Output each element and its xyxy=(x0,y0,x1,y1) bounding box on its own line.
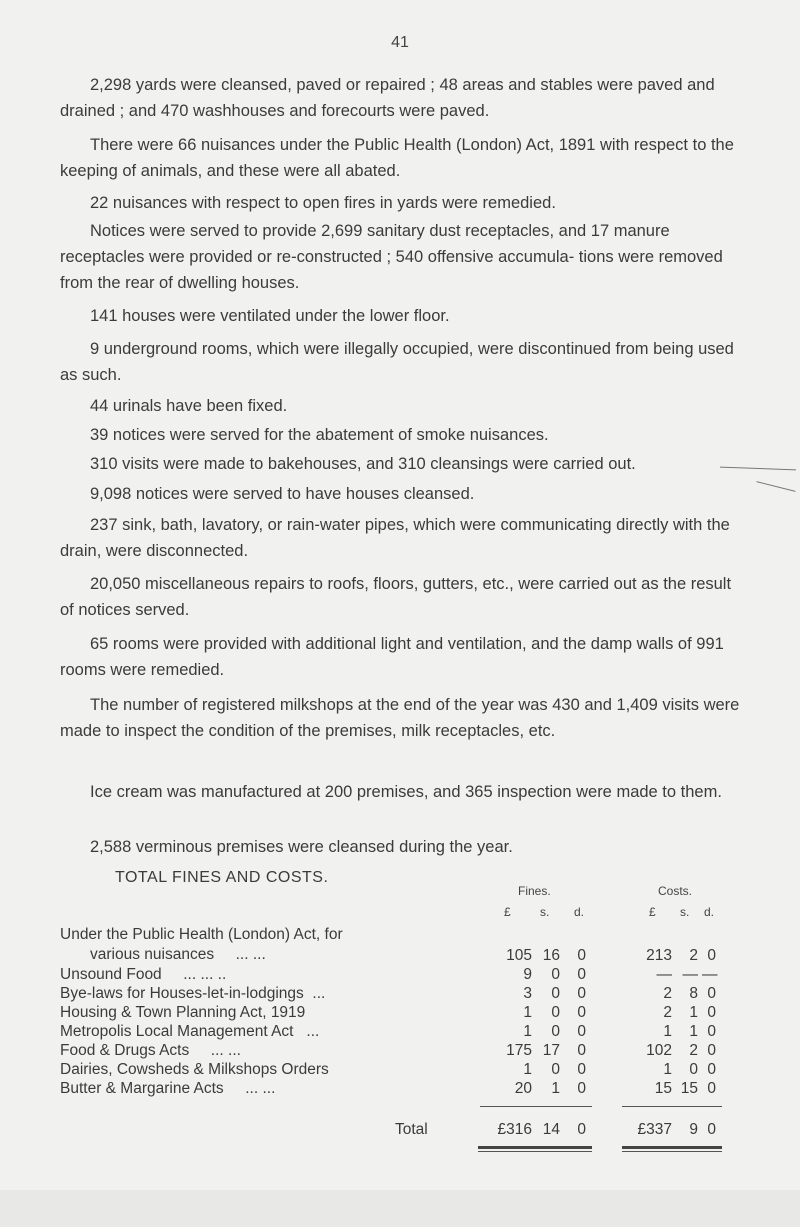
table-row-label: Housing & Town Planning Act, 1919 xyxy=(60,1004,306,1021)
costs-pence-cell: 0 xyxy=(707,1042,716,1059)
costs-pounds-cell: 102 xyxy=(646,1042,672,1059)
costs-pounds-cell: 213 xyxy=(646,947,672,964)
fines-pence-cell: 0 xyxy=(577,966,586,983)
costs-pounds-cell: 2 xyxy=(663,985,672,1002)
fines-pence-cell: 0 xyxy=(577,1061,586,1078)
fines-pence-cell: 0 xyxy=(577,985,586,1002)
table-row-label: Bye-laws for Houses-let-in-lodgings ... xyxy=(60,985,326,1002)
costs-pence-cell: 0 xyxy=(707,985,716,1002)
paragraph-houses-ventilated: 141 houses were ventilated under the lower floor. xyxy=(90,307,450,325)
paragraph-bakehouses: 310 visits were made to bakehouses, and 310 cleansings were carried out. xyxy=(90,455,636,473)
costs-shillings-cell: 8 xyxy=(689,985,698,1002)
paragraph-urinals: 44 urinals have been fixed. xyxy=(90,397,288,415)
paragraph-yards-cleansed: 2,298 yards were cleansed, paved or repaired ; 48 areas and stables were paved and drained ; and 470 washhouses and forecourts were paved. xyxy=(60,76,715,120)
costs-header: Costs. xyxy=(658,884,693,898)
costs-shillings-cell: 2 xyxy=(689,1042,698,1059)
costs-total-rule-second xyxy=(622,1151,722,1152)
paragraph-underground-rooms: 9 underground rooms, which were illegally occupied, were discontinued from being used as such. xyxy=(60,340,734,384)
paragraph-ice-cream: Ice cream was manufactured at 200 premises, and 365 inspection were made to them. xyxy=(90,783,722,801)
table-row-label: Food & Drugs Acts ... ... xyxy=(60,1042,241,1059)
fines-total-rule-second xyxy=(478,1151,592,1152)
table-row-label: Butter & Margarine Acts ... ... xyxy=(60,1080,276,1097)
fines-pence-cell: 0 xyxy=(577,1023,586,1040)
paragraph-pipes-disconnected: 237 sink, bath, lavatory, or rain-water pipes, which were communicating directly with the drain, were disconnected. xyxy=(60,516,730,560)
costs-shillings-cell: 2 xyxy=(689,947,698,964)
fines-shillings-cell: 0 xyxy=(551,1023,560,1040)
table-title: TOTAL FINES AND COSTS. xyxy=(115,869,329,886)
table-row-label: Unsound Food ... ... .. xyxy=(60,966,227,983)
fines-pounds-cell: 175 xyxy=(506,1042,532,1059)
costs-pounds-cell: — xyxy=(656,966,672,983)
costs-total-pence: 0 xyxy=(707,1121,716,1138)
fines-shillings-header: s. xyxy=(540,905,550,919)
fines-total-pounds: £316 xyxy=(497,1121,532,1138)
fines-pounds-cell: 1 xyxy=(523,1004,532,1021)
fines-subtotal-rule xyxy=(480,1106,592,1107)
costs-total-shillings: 9 xyxy=(689,1121,698,1138)
fines-shillings-cell: 17 xyxy=(542,1042,560,1059)
costs-pounds-cell: 2 xyxy=(663,1004,672,1021)
fines-pence-cell: 0 xyxy=(577,947,586,964)
costs-shillings-header: s. xyxy=(680,905,690,919)
fines-pounds-cell: 1 xyxy=(523,1023,532,1040)
costs-shillings-cell: — xyxy=(682,966,698,983)
fines-pounds-cell: 3 xyxy=(523,985,532,1002)
total-label: Total xyxy=(395,1121,428,1138)
fines-shillings-cell: 0 xyxy=(551,1004,560,1021)
costs-pence-cell: 0 xyxy=(707,1023,716,1040)
fines-shillings-cell: 0 xyxy=(551,985,560,1002)
costs-shillings-cell: 15 xyxy=(680,1080,698,1097)
costs-pence-cell: 0 xyxy=(707,1080,716,1097)
costs-pence-cell: 0 xyxy=(707,1061,716,1078)
costs-pounds-cell: 15 xyxy=(654,1080,672,1097)
paragraph-rooms-light: 65 rooms were provided with additional light and ventilation, and the damp walls of 991 rooms were remedied. xyxy=(60,635,724,679)
costs-pounds-header: £ xyxy=(649,905,656,919)
fines-total-rule xyxy=(478,1146,592,1149)
fines-pounds-cell: 9 xyxy=(523,966,532,983)
margin-pencil-mark-lower xyxy=(756,481,795,492)
costs-subtotal-rule xyxy=(622,1106,722,1107)
fines-pence-cell: 0 xyxy=(577,1080,586,1097)
fines-pounds-cell: 20 xyxy=(514,1080,532,1097)
costs-pence-cell: — xyxy=(702,966,718,983)
fines-shillings-cell: 0 xyxy=(551,1061,560,1078)
paragraph-miscellaneous-repairs: 20,050 miscellaneous repairs to roofs, floors, gutters, etc., were carried out as the result of notices served. xyxy=(60,575,732,619)
page-number: 41 xyxy=(391,34,409,51)
table-row-label: Metropolis Local Management Act ... xyxy=(60,1023,320,1040)
costs-shillings-cell: 1 xyxy=(689,1004,698,1021)
fines-total-pence: 0 xyxy=(577,1121,586,1138)
fines-pence-header: d. xyxy=(574,905,585,919)
paragraph-verminous-premises: 2,588 verminous premises were cleansed during the year. xyxy=(90,838,513,856)
costs-shillings-cell: 1 xyxy=(689,1023,698,1040)
costs-total-rule xyxy=(622,1146,722,1149)
fines-total-shillings: 14 xyxy=(542,1121,560,1138)
fines-pence-cell: 0 xyxy=(577,1042,586,1059)
costs-pence-cell: 0 xyxy=(707,1004,716,1021)
fines-header: Fines. xyxy=(518,884,551,898)
paragraph-open-fires: 22 nuisances with respect to open fires in yards were remedied. xyxy=(90,194,556,212)
fines-pounds-cell: 105 xyxy=(506,947,532,964)
table-row-label: various nuisances ... ... xyxy=(90,946,266,963)
fines-shillings-cell: 1 xyxy=(551,1080,560,1097)
paragraph-smoke-nuisances: 39 notices were served for the abatement of smoke nuisances. xyxy=(90,426,549,444)
costs-pounds-cell: 1 xyxy=(663,1023,672,1040)
table-row-label: Under the Public Health (London) Act, for xyxy=(60,926,343,943)
page-bottom-edge xyxy=(0,1190,800,1227)
costs-pence-header: d. xyxy=(704,905,715,919)
costs-pounds-cell: 1 xyxy=(663,1061,672,1078)
costs-pence-cell: 0 xyxy=(707,947,716,964)
fines-pence-cell: 0 xyxy=(577,1004,586,1021)
costs-total-pounds: £337 xyxy=(637,1121,672,1138)
paragraph-dust-receptacles: Notices were served to provide 2,699 sanitary dust receptacles, and 17 manure receptacles were provided or re-constructed ; 540 offensive accumula- tions were removed from the rear of dwelling houses. xyxy=(60,222,723,292)
costs-shillings-cell: 0 xyxy=(689,1061,698,1078)
fines-pounds-header: £ xyxy=(504,905,511,919)
paragraph-milkshops: The number of registered milkshops at the end of the year was 430 and 1,409 visits were made to inspect the condition of the premises, milk receptacles, etc. xyxy=(60,696,740,740)
fines-shillings-cell: 0 xyxy=(551,966,560,983)
paragraph-houses-cleansed: 9,098 notices were served to have houses cleansed. xyxy=(90,485,475,503)
paragraph-animal-nuisances: There were 66 nuisances under the Public Health (London) Act, 1891 with respect to the keeping of animals, and these were all abated. xyxy=(60,136,734,180)
fines-pounds-cell: 1 xyxy=(523,1061,532,1078)
fines-shillings-cell: 16 xyxy=(542,947,560,964)
table-row-label: Dairies, Cowsheds & Milkshops Orders xyxy=(60,1061,329,1078)
